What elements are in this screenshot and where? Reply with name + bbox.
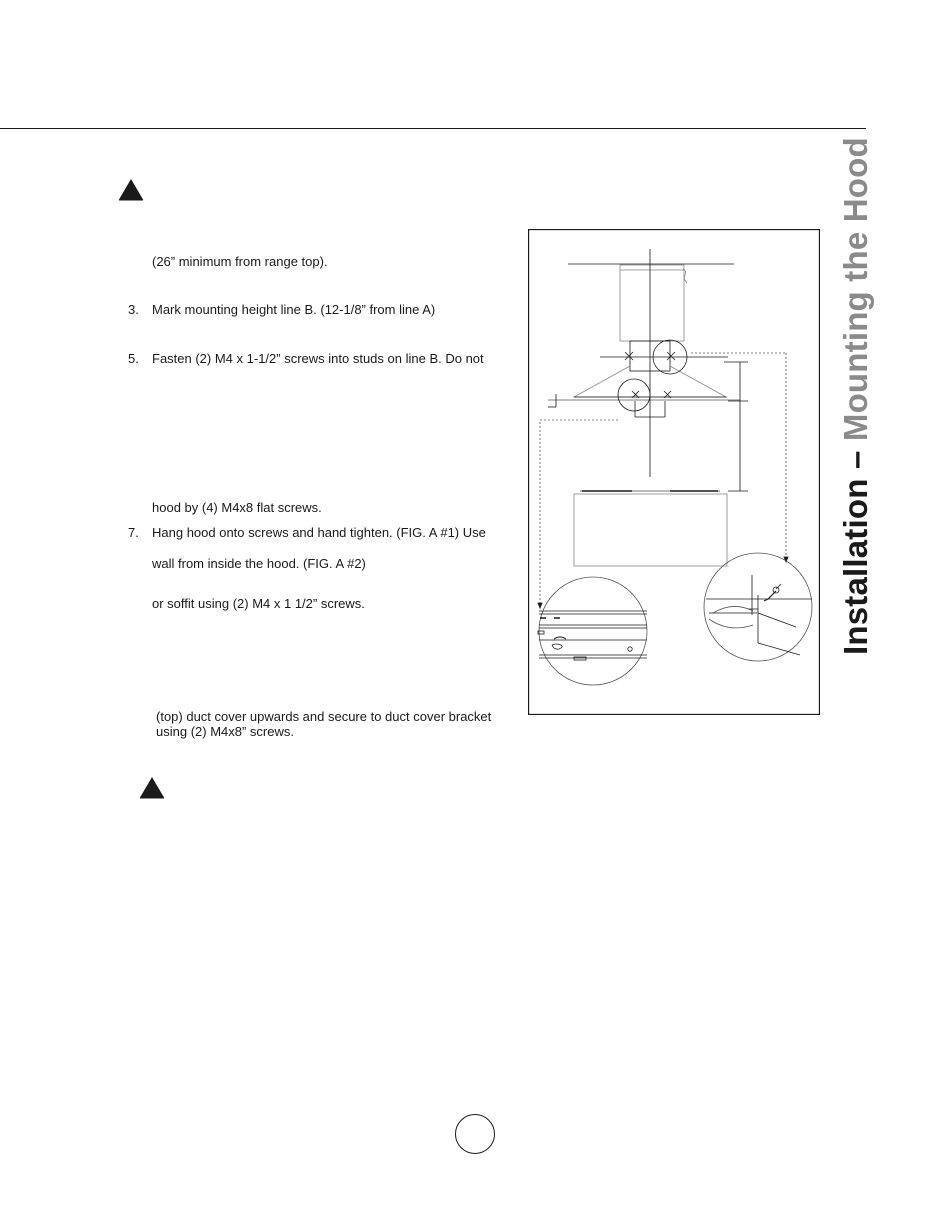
step-3-text: Mark mounting height line B. (12-1/8” from line A) [152,302,436,317]
header-rule [0,128,866,129]
step-3-number: 3. [128,302,139,317]
step-duct-line-1: (top) duct cover upwards and secure to duct cover bracket [156,709,492,724]
step-7-number: 7. [128,525,139,540]
figure-a-diagram [528,229,820,715]
step-2-continuation: (26” minimum from range top). [152,254,328,269]
step-7-text: Hang hood onto screws and hand tighten. (FIG. A #1) Use [152,525,486,540]
step-5-text: Fasten (2) M4 x 1-1/2” screws into studs on line B. Do not [152,351,484,366]
step-7-continuation: wall from inside the hood. (FIG. A #2) [152,556,366,571]
step-8-continuation: or soffit using (2) M4 x 1 1/2” screws. [152,596,365,611]
step-6-continuation: hood by (4) M4x8 flat screws. [152,500,322,515]
step-5-number: 5. [128,351,139,366]
page-number-circle [455,1114,495,1154]
section-title-sub: Mounting the Hood [837,137,874,442]
step-duct-line-2: using (2) M4x8” screws. [156,724,294,739]
section-title-main: Installation – [837,441,874,655]
section-title [839,137,873,655]
